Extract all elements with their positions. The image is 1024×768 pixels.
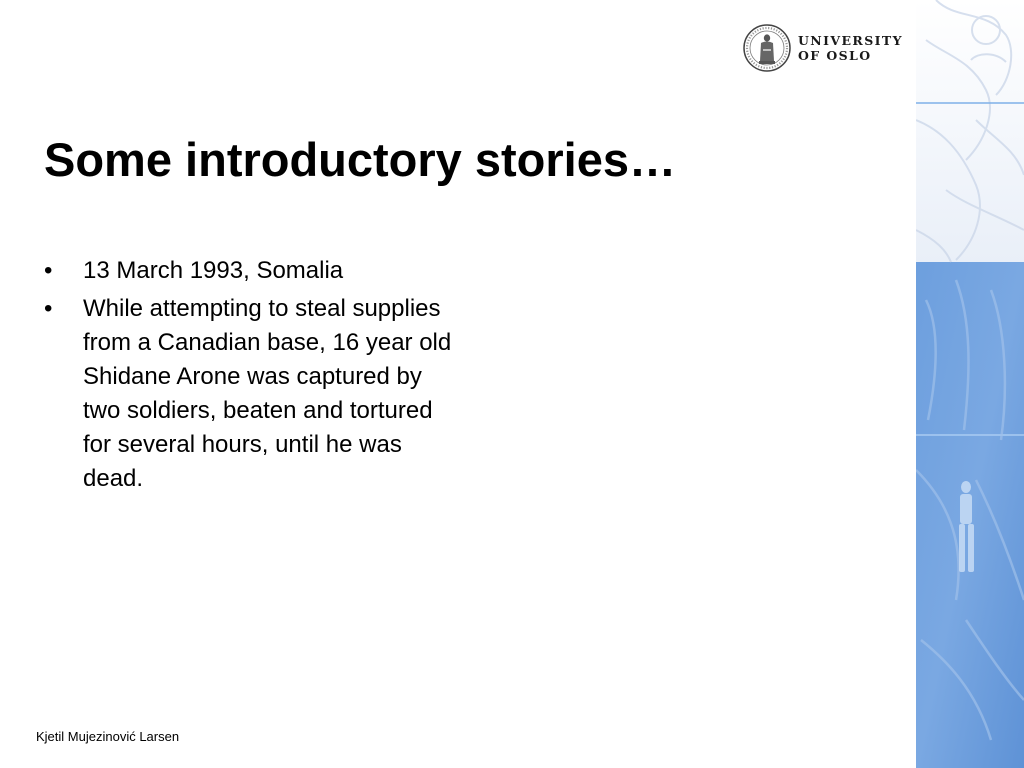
university-logo [742, 22, 912, 74]
bullet-list [44, 254, 464, 500]
statue-background-icon [916, 0, 1024, 768]
university-seal-icon [742, 23, 792, 73]
decorative-side-strip [916, 0, 1024, 768]
university-name [798, 33, 903, 63]
slide-title: Some introductory stories… [44, 133, 676, 186]
bullet-marker: • [44, 295, 53, 322]
bullet-text: 13 March 1993, Somalia [83, 257, 344, 284]
bullet-item [44, 254, 464, 288]
logo-line-2: OF OSLO [798, 48, 872, 63]
footer-author: Kjetil Mujezinović Larsen [36, 729, 180, 744]
bullet-marker: • [44, 257, 53, 284]
bullet-text: While attempting to steal supplies from a Canadian base, 16 year old Shidane Arone was captured by two soldiers, beaten and tortured for several hours, until he was dead. [83, 295, 452, 492]
logo-line-1: UNIVERSITY [798, 33, 903, 48]
bullet-item [44, 292, 464, 496]
